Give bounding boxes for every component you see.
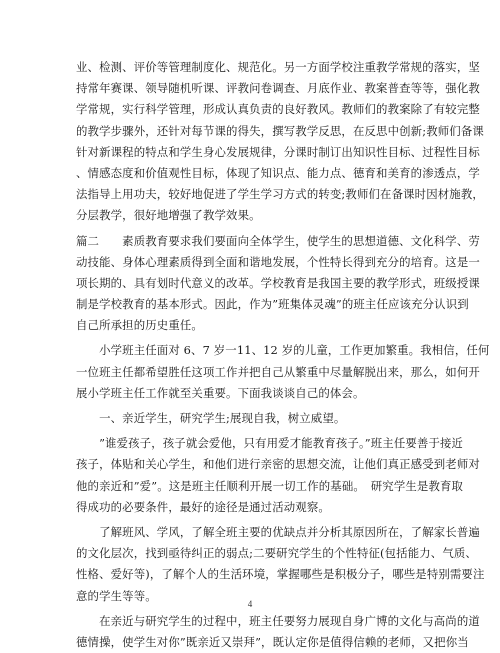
- text-line: 法指导上用功夫，较好地促进了学生学习方式的转变;教师们在备课时因材施教，: [76, 187, 484, 202]
- text-line: 一、亲近学生，研究学生;展现自我，树立威望。: [76, 411, 346, 425]
- paragraph: [76, 340, 490, 404]
- text-line: 他的亲近和”爱”。这是班主任顺利开展一切工作的基础。 研究学生是教育取: [76, 478, 464, 493]
- text-line: 意的学生等等。: [76, 588, 157, 603]
- text-line: 一位班主任都希望胜任这项工作并把自己从繁重中尽量解脱出来，那么，如何开: [76, 364, 480, 379]
- text-line: 、情感态度和价值观性目标，体现了知识点、能力点、德育和美育的渗透点，学: [76, 165, 480, 180]
- text-line: 德情操，使学生对你”既亲近又崇拜”，既认定你是值得信赖的老师，又把你当: [76, 634, 469, 649]
- text-line: 的文化层次，找到亟待纠正的弱点;二要研究学生的个性特征(包括能力、气质、: [76, 546, 477, 561]
- text-line: 针对新课程的特点和学生身心发展规律，分课时制订出知识性目标、过程性目标: [76, 144, 480, 159]
- text-line: 业、检测、评价等管理制度化、规范化。另一方面学校注重教学常规的落实，坚: [76, 60, 480, 74]
- text-line: 展小学班主任工作就至关重要。下面我谈谈自己的体会。: [76, 385, 365, 400]
- paragraph: [76, 522, 485, 607]
- text-line: 分层教学，很好地增强了教学效果。: [76, 208, 261, 223]
- page-number: 4: [247, 599, 253, 609]
- paragraph: [76, 231, 480, 337]
- text-line: 持常年赛课、领导随机听课、评教问卷调查、月底作业、教案普查等等，强化教: [76, 81, 480, 96]
- text-line: 项长期的、具有划时代意义的改革。学校教育是我国主要的教学形式，班级授课: [76, 275, 480, 290]
- paragraph: [76, 408, 426, 429]
- text-line: 得成功的必要条件，最好的途径是通过活动观察。: [76, 499, 330, 514]
- paragraph: [76, 57, 484, 227]
- page-content: [76, 57, 490, 653]
- paragraph: [76, 611, 480, 653]
- text-line: 动技能、身体心理素质得到全面和谐地发展，个性特长得到充分的培育。这是一: [76, 254, 480, 269]
- text-line: 了解班风、学风，了解全班主要的优缺点并分析其原因所在，了解家长普遍: [76, 524, 480, 539]
- text-line: 孩子，体贴和关心学生，和他们进行亲密的思想交流，让他们真正感受到老师对: [76, 457, 480, 472]
- text-line: 在亲近与研究学生的过程中，班主任要努力展现自身广博的文化与高尚的道: [76, 613, 480, 628]
- text-line: 篇二 素质教育要求我们要面向全体学生，使学生的思想道德、文化科学、劳: [76, 233, 480, 248]
- text-line: 的教学步骤外，还针对每节课的得失，撰写教学反思，在反思中创新;教师们备课: [76, 123, 484, 138]
- text-line: 性格、爱好等)，了解个人的生活环境，掌握哪些是积极分子，哪些是特别需要注: [76, 567, 485, 582]
- text-line: 制是学校教育的基本形式。因此，作为”班集体灵魂”的班主任应该充分认识到: [76, 297, 469, 312]
- text-line: 小学班主任面对 6、7 岁一11、12 岁的儿童，工作更加繁重。我相信，任何: [76, 343, 490, 358]
- text-line: 自己所承担的历史重任。: [76, 318, 203, 333]
- text-line: ”谁爱孩子，孩子就会爱他，只有用爱才能教育孩子。”班主任要善于接近: [76, 436, 464, 451]
- text-line: 学常规，实行科学管理，形成认真负责的良好教风。教师们的教案除了有较完整: [76, 102, 480, 117]
- paragraph: [76, 433, 480, 518]
